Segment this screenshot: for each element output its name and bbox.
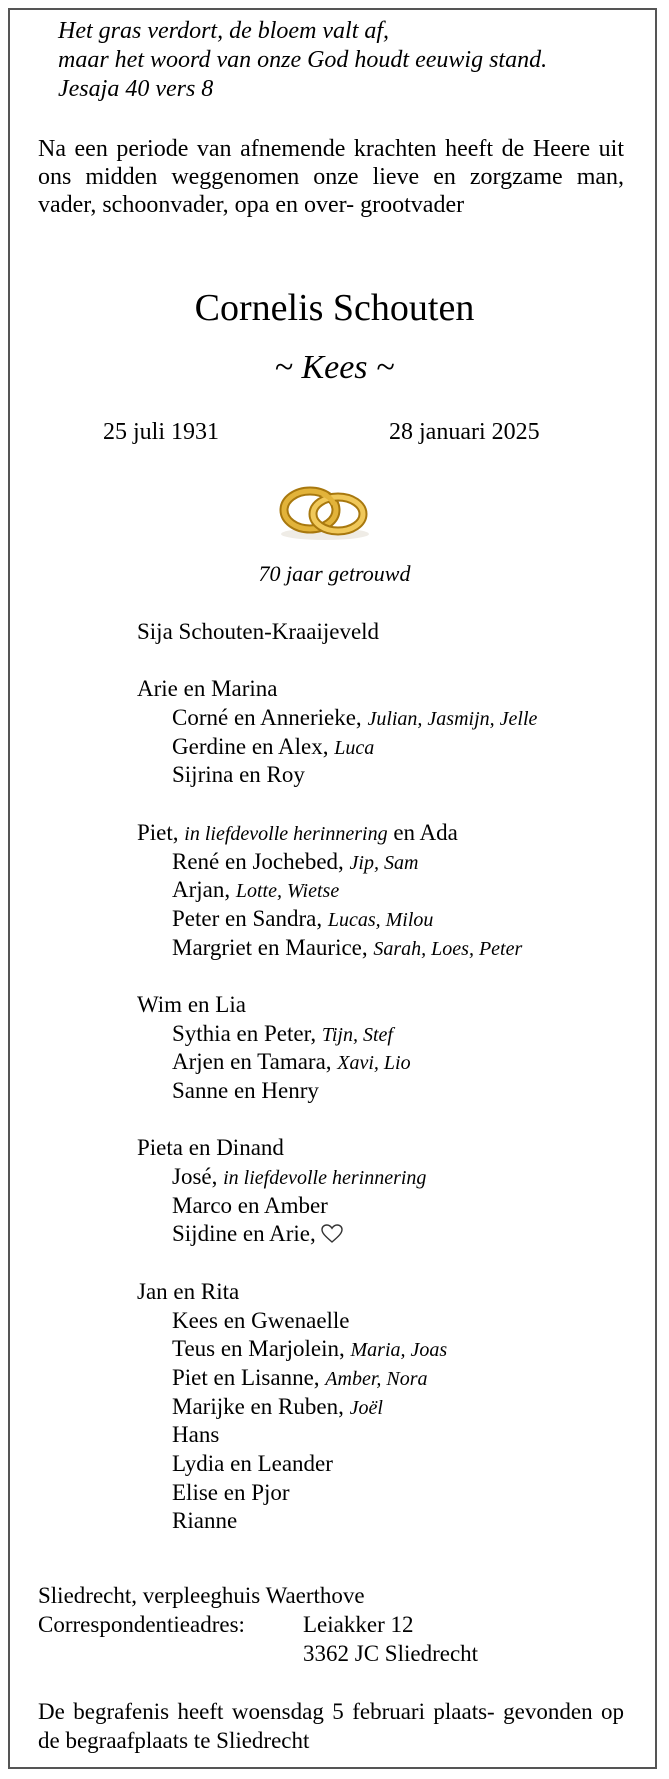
correspondence-address	[303, 1611, 478, 1668]
family-member: Kees en Gwenaelle	[172, 1307, 350, 1333]
family-head: Wim en Lia	[137, 991, 246, 1017]
family-head: Arie en Marina	[137, 676, 278, 702]
family-member: Arjan, Lotte, Wietse	[172, 877, 340, 903]
family-list	[137, 618, 537, 1536]
family-member: Peter en Sandra, Lucas, Milou	[172, 905, 434, 931]
birth-date: 25 juli 1931	[103, 419, 220, 445]
death-date: 28 januari 2025	[389, 419, 540, 445]
family-member: Sijrina en Roy	[172, 762, 305, 788]
family-member: Elise en Pjor	[172, 1479, 290, 1505]
family-head: Jan en Rita	[137, 1278, 240, 1304]
intro-line: Heere uit ons midden weggenomen onze lieve en	[38, 136, 624, 190]
family-member: Marco en Amber	[172, 1192, 328, 1218]
wedding-rings-icon	[270, 476, 380, 542]
funeral-line: De begrafenis heeft woensdag 5 februari plaats-	[38, 1699, 495, 1724]
place-of-death: Sliedrecht, verpleeghuis Waerthove	[38, 1583, 365, 1608]
family-member: Sanne en Henry	[172, 1078, 319, 1103]
family-member: Sythia en Peter, Tijn, Stef	[172, 1020, 393, 1046]
family-head: Pieta en Dinand	[137, 1135, 284, 1161]
marriage-years: 70 jaar getrouwd	[258, 561, 411, 586]
deceased-nickname: ~ Kees ~	[274, 349, 395, 386]
family-member: Corné en Annerieke, Julian, Jasmijn, Jelle	[172, 705, 538, 731]
address-street: Leiakker 12	[303, 1612, 414, 1637]
family-member: Teus en Marjolein, Maria, Joas	[172, 1336, 448, 1362]
funeral-notice	[38, 1698, 624, 1755]
deceased-name: Cornelis Schouten	[194, 287, 475, 329]
intro-line: grootvader	[360, 192, 465, 218]
intro-text	[38, 135, 624, 219]
funeral-line: gevonden op de begraafplaats te Sliedrecht	[38, 1699, 625, 1753]
family-member: René en Jochebed, Jip, Sam	[172, 848, 419, 874]
verse-line: maar het woord van onze God houdt eeuwig stand.	[58, 47, 548, 73]
bible-verse	[58, 17, 547, 104]
intro-line: zorgzame man, vader, schoonvader, opa en over-	[38, 164, 625, 218]
family-member: Marijke en Ruben, Joël	[172, 1393, 383, 1419]
family-member: Gerdine en Alex, Luca	[172, 733, 375, 759]
family-head: Piet, in liefdevolle herinnering en Ada	[137, 819, 458, 845]
address-label: Correspondentieadres:	[38, 1611, 245, 1637]
family-member: José, in liefdevolle herinnering	[172, 1164, 427, 1190]
verse-line: Het gras verdort, de bloem valt af,	[58, 18, 390, 44]
family-member: Margriet en Maurice, Sarah, Loes, Peter	[172, 934, 523, 960]
address-city: 3362 JC Sliedrecht	[303, 1640, 479, 1666]
family-member: Piet en Lisanne, Amber, Nora	[172, 1364, 428, 1390]
family-member: Sijdine en Arie,	[137, 1220, 537, 1249]
spouse-name: Sija Schouten-Kraaijeveld	[137, 619, 380, 644]
family-member: Rianne	[172, 1508, 238, 1534]
verse-reference: Jesaja 40 vers 8	[58, 76, 214, 102]
family-member: Arjen en Tamara, Xavi, Lio	[172, 1049, 411, 1075]
family-member: Lydia en Leander	[172, 1450, 333, 1476]
family-member: Hans	[172, 1422, 220, 1448]
heart-icon	[321, 1224, 343, 1244]
intro-line: Na een periode van afnemende krachten heeft de	[38, 136, 525, 162]
